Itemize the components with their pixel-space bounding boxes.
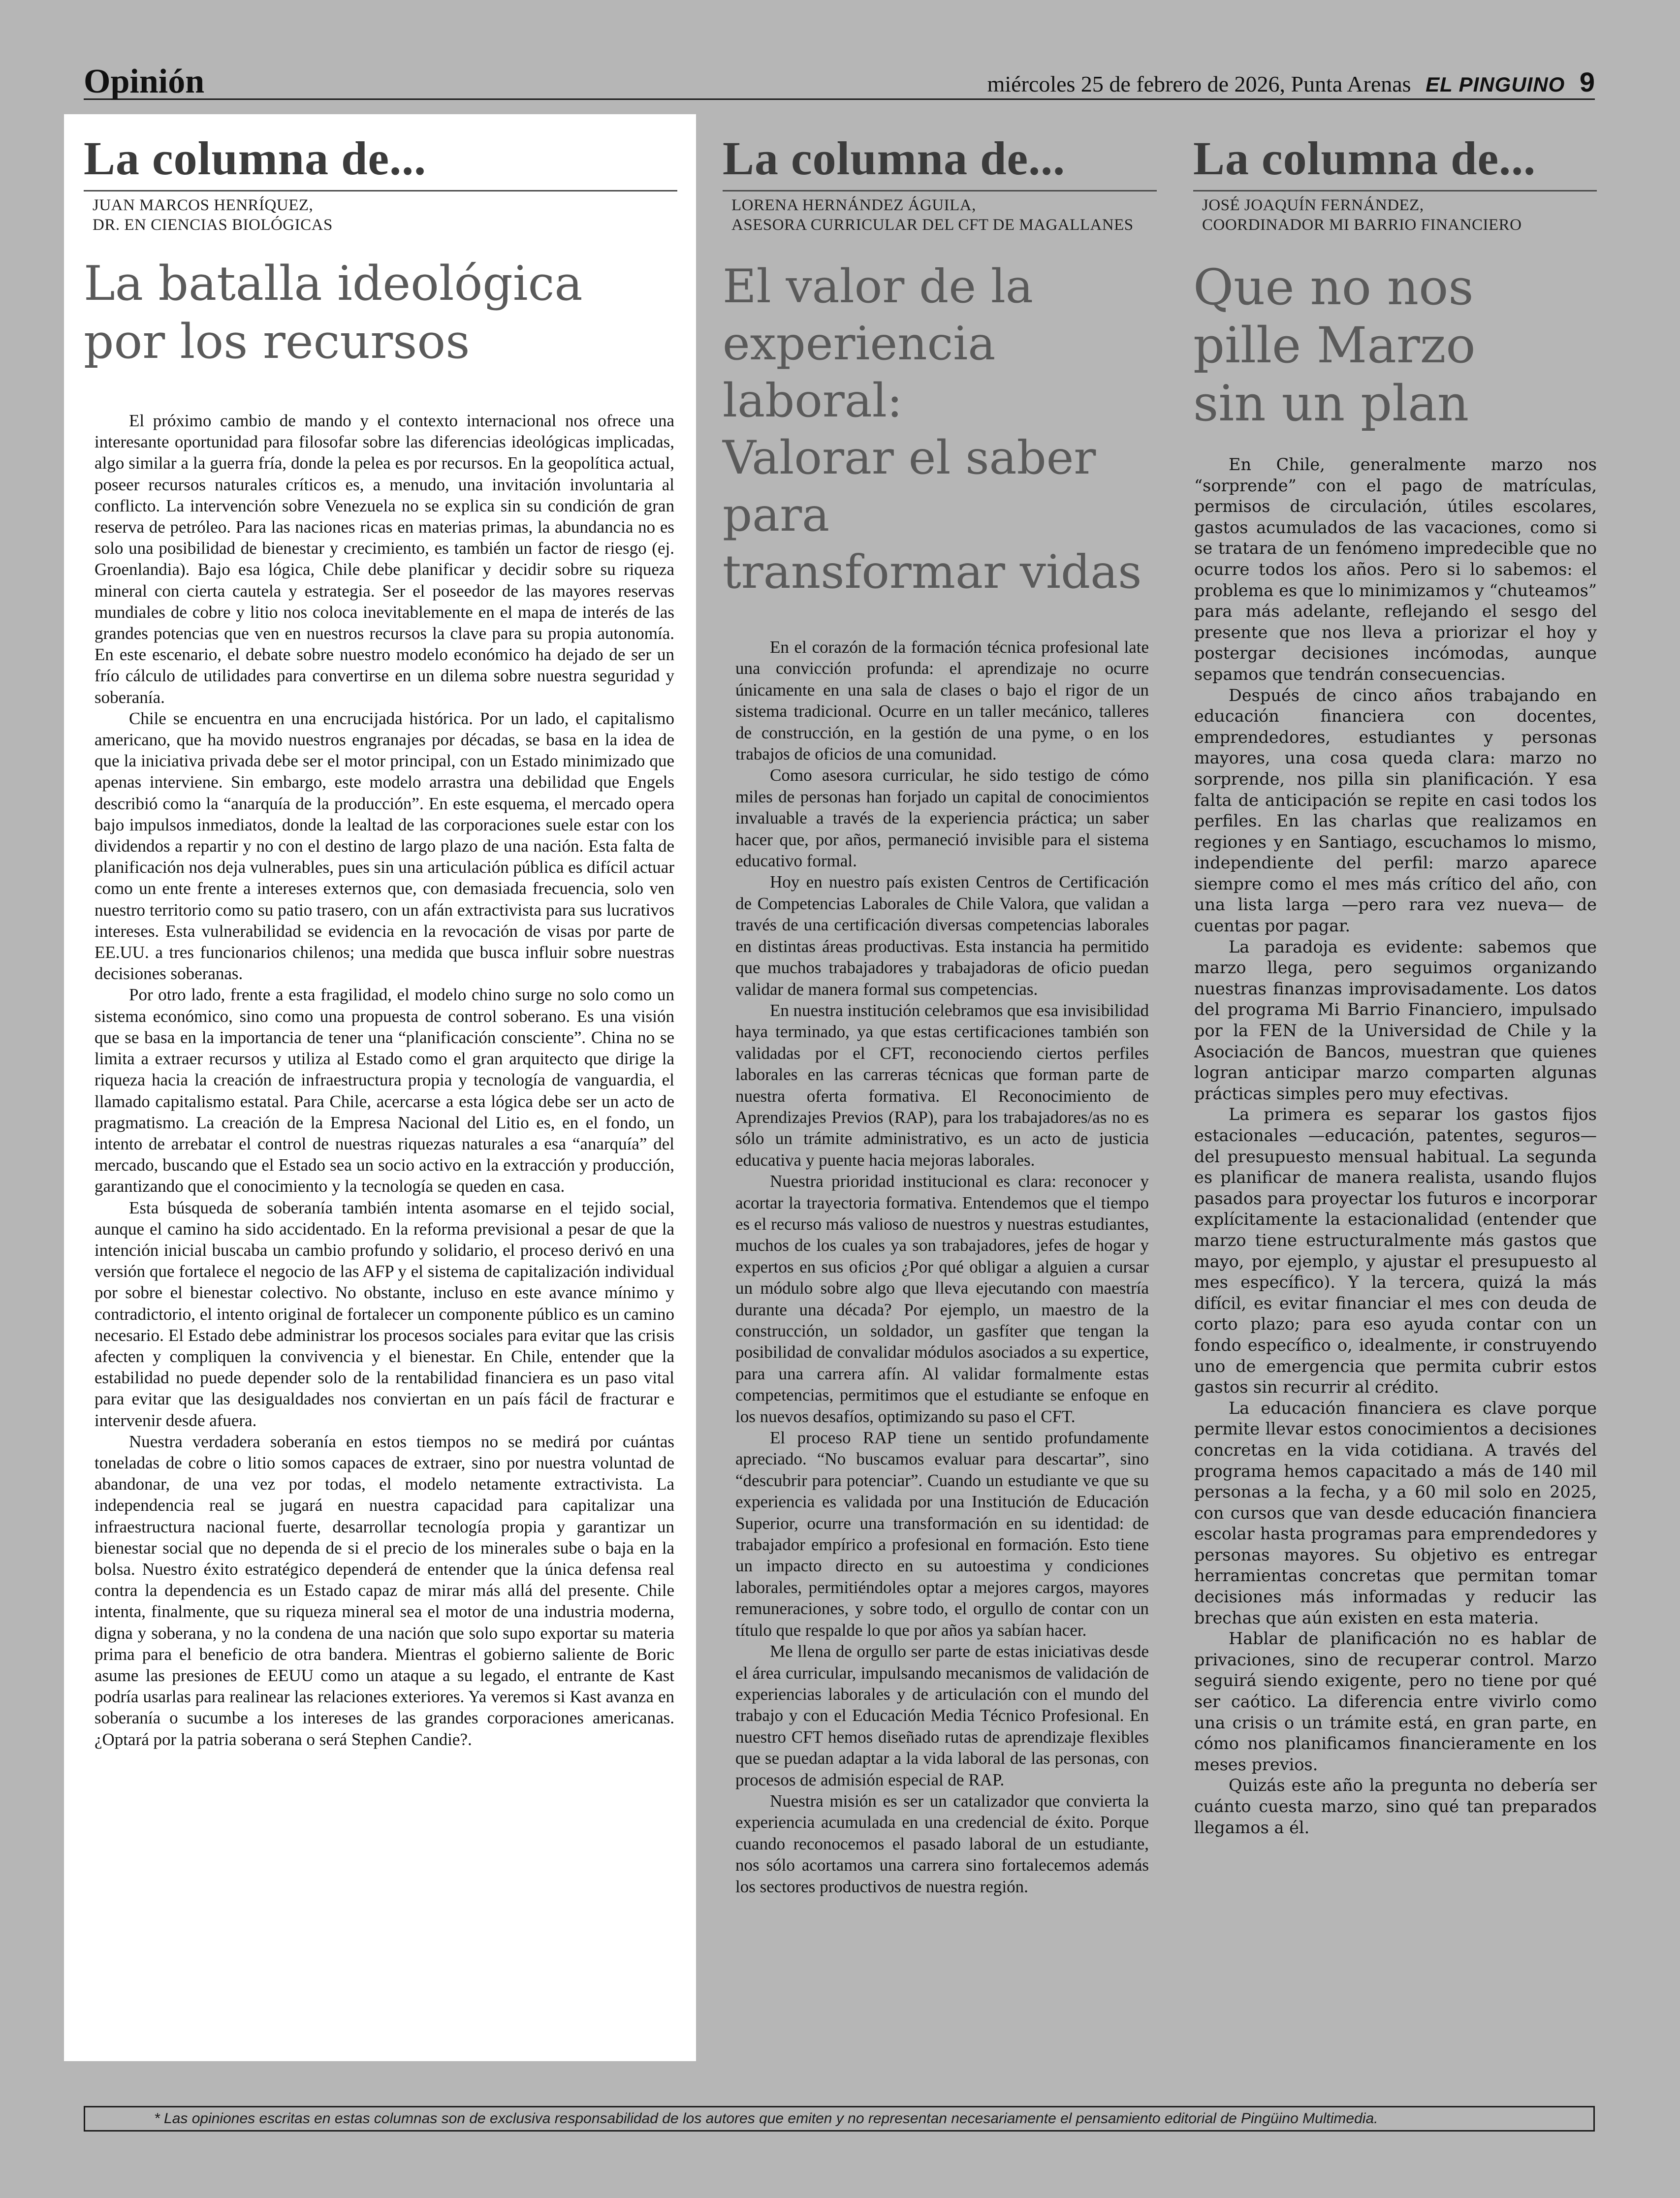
date-and-brand [987,66,1595,98]
title-line: La batalla ideológica [84,256,583,311]
column-body [84,410,677,1750]
column-title [84,255,677,371]
author-role: COORDINADOR MI BARRIO FINANCIERO [1202,216,1522,234]
opinion-column-3 [1193,114,1597,1838]
author-name: JOSÉ JOAQUÍN FERNÁNDEZ, [1202,196,1424,214]
body-paragraph: Me llena de orgullo ser parte de estas iniciativas desde el área curricular, impulsando mecanismos de validación de experiencias laborales y de articulación con el mundo del trabajo y con el Educación Media Técnico Profesional. En nuestro CFT hemos diseñado rutas de aprendizaje flexibles que se puedan adaptar a la vida laboral de las personas, con procesos de admisión especial de RAP. [735,1642,1149,1789]
opinion-column-1 [64,114,696,2061]
body-paragraph: En el corazón de la formación técnica profesional late una convicción profunda: el aprendizaje no ocurre únicamente en una sala de clases o bajo el rigor de un sistema tradicional. Ocurre en un taller mecánico, talleres de construcción, en la gestión de una pyme, o en los trabajos de oficios de una comunidad. [735,637,1149,764]
title-line: por los recursos [84,314,470,369]
body-paragraph: Hoy en nuestro país existen Centros de Certificación de Competencias Laborales de Chile Valora, que validan a través de una certificación diversas competencias laborales en distintas áreas productivas. Esta instancia ha permitido que muchos trabajadores y trabajadoras de oficio puedan validar de manera formal sus competencias. [735,872,1149,999]
column-author [84,190,677,235]
publication-date: miércoles 25 de febrero de 2026, Punta Arenas [987,71,1411,96]
author-name: LORENA HERNÁNDEZ ÁGUILA, [731,196,976,214]
title-line: sin un plan [1193,375,1469,432]
body-paragraph: Chile se encuentra en una encrucijada histórica. Por un lado, el capitalismo americano, que ha movido nuestros engranajes por décadas, se basa en la idea de que la iniciativa privada debe ser el motor principal, con un Estado minimizado que apenas interviene. Sin embargo, este modelo arrastra una debilidad que Engels describió como la “anarquía de la producción”. En este esquema, el mercado opera bajo impulsos inmediatos, donde la lealtad de las corporaciones suele estar con los dividendos a repartir y no con el destino de largo plazo de una nación. Esta falta de planificación nos deja vulnerables, pues sin una articulación pública es difícil actuar como un ente frente a intereses externos que, con demasiada frecuencia, solo ven nuestro territorio como su patio trasero, con un afán extractivista para sus lucrativos intereses. Esta vulnerabilidad se evidencia en la revocación de visas por parte de EE.UU. a tres funcionarios chilenos; una medida que busca influir sobre nuestras decisiones soberanas. [95,708,674,984]
body-paragraph: Como asesora curricular, he sido testigo de cómo miles de personas han forjado un capital de conocimientos invaluable a través de la experiencia práctica; un saber hacer que, por años, permaneció invisible para el sistema educativo formal. [735,765,1149,871]
body-paragraph: Después de cinco años trabajando en educación financiera con docentes, emprendedores, estudiantes y personas mayores, una cosa queda clara: marzo no sorprende, nos pilla sin planificación. Y esa falta de anticipación se repite en casi todos los perfiles. En las charlas que realizamos en regiones y en Santiago, escuchamos lo mismo, independiente del perfil: marzo aparece siempre como el mes más crítico del año, con una lista larga —pero rara vez nueva— de cuentas por pagar. [1194,685,1597,936]
body-paragraph: La educación financiera es clave porque permite llevar estos conocimientos a decisiones concretas en la vida cotidiana. A través del programa hemos capacitado a más de 140 mil personas a la fecha, y a 60 mil solo en 2025, con cursos que van desde educación financiera escolar hasta programas para emprendedores y personas mayores. Su objetivo es entregar herramientas concretas que permitan tomar decisiones más informadas y reducir las brechas que aún existen en esta materia. [1194,1398,1597,1627]
column-kicker: La columna de... [723,132,1066,185]
body-paragraph: En nuestra institución celebramos que esa invisibilidad haya terminado, ya que estas certificaciones también son validadas por el CFT, reconociendo ciertos perfiles laborales en las carreras técnicas que forman parte de nuestra oferta formativa. El Reconocimiento de Aprendizajes Previos (RAP), para los trabajadores/as no es sólo un trámite administrativo, es un acto de justicia educativa y puente hacia mejoras laborales. [735,1000,1149,1170]
author-role: ASESORA CURRICULAR DEL CFT DE MAGALLANES [731,216,1134,234]
body-paragraph: La primera es separar los gastos fijos estacionales —educación, patentes, seguros— del presupuesto mensual habitual. La segunda es planificar de manera realista, usando flujos pasados para proyectar los futuros e incorporar explícitamente la estacionalidad (entender que marzo tiene estructuralmente más gastos que mayo, por ejemplo, y ajustar el presupuesto al mes específico). Y la tercera, quizá la más difícil, es evitar financiar el mes con deuda de corto plazo; para eso ayuda contar con un fondo específico o, idealmente, ir construyendo uno de emergencia que permita cubrir estos gastos sin recurrir al crédito. [1194,1105,1597,1397]
section-name: Opinión [84,63,205,100]
body-paragraph: Hablar de planificación no es hablar de privaciones, sino de recuperar control. Marzo seguirá siendo exigente, pero no tiene por qué ser caótico. La diferencia entre vivirlo como una crisis o un trámite está, en gran parte, en cómo nos planificamos financieramente en los meses previos. [1194,1629,1597,1774]
body-paragraph: En Chile, generalmente marzo nos “sorprende” con el pago de matrículas, permisos de circulación, útiles escolares, gastos acumulados de las vacaciones, como si se tratara de un fenómeno impredecible que no ocurre todos los años. Pero si lo sabemos: el problema es que lo minimizamos y “chuteamos” para más adelante, reflejando el sesgo del presente que nos lleva a priorizar el hoy y postergar decisiones incómodas, aunque sepamos que tendrán consecuencias. [1194,455,1597,684]
title-line: experiencia laboral: [723,317,996,428]
title-line: El valor de la [723,260,1033,314]
newspaper-brand: EL PINGUINO [1426,73,1565,96]
column-author [1193,190,1597,235]
body-paragraph: La paradoja es evidente: sabemos que marzo llega, pero seguimos organizando nuestras finanzas improvisadamente. Los datos del programa Mi Barrio Financiero, impulsado por la FEN de la Universidad de Chile y la Asociación de Bancos, muestran que quienes logran anticipar marzo comparten algunas prácticas simples pero muy efectivas. [1194,937,1597,1103]
column-kicker: La columna de... [1193,132,1536,185]
editorial-disclaimer: * Las opiniones escritas en estas columnas son de exclusiva responsabilidad de los autores que emiten y no representan necesariamente el pensamiento editorial de Pingüino Multimedia. [84,2106,1595,2132]
title-line: pille Marzo [1193,317,1476,374]
body-paragraph: Nuestra prioridad institucional es clara: reconocer y acortar la trayectoria formativa. Entendemos que el tiempo es el recurso más valioso de nuestros y nuestras estudiantes, muchos de los cuales ya son trabajadores, jefes de hogar y expertos en sus oficios ¿Por qué obligar a alguien a cursar un módulo sobre algo que lleva ejecutando con maestría durante una década? Por ejemplo, un maestro de la construcción, un soldador, un gasfíter que tengan la posibilidad de convalidar módulos asociados a su expertice, para una carrera afín. Al validar formalmente estas competencias, permitimos que el estudiante se enfoque en los nuevos desafíos, optimizando su paso el CFT. [735,1172,1149,1426]
opinion-column-2 [723,114,1157,1897]
page-number: 9 [1579,66,1595,97]
body-paragraph: El proceso RAP tiene un sentido profundamente apreciado. “No buscamos evaluar para descartar”, sino “descubrir para potenciar”. Cuando un estudiante ve que su experiencia es validada por una Institución de Educación Superior, ocurre una transformación en su identidad: de trabajador empírico a profesional en formación. Esto tiene un impacto directo en su autoestima y condiciones laborales, permitiéndoles optar a mejores cargos, mayores remuneraciones, y sobre todo, el orgullo de contar con un título que respalde lo que por años ya sabían hacer. [735,1428,1149,1640]
column-title [1193,258,1597,433]
body-paragraph: Nuestra verdadera soberanía en estos tiempos no se medirá por cuántas toneladas de cobre o litio somos capaces de extraer, sino por nuestra voluntad de abandonar, de una vez por todas, el modelo netamente extractivista. La independencia real se jugará en nuestra capacidad para capitalizar una infraestructura nacional fuerte, desarrollar tecnología propia y garantizar un bienestar social que no dependa de si el precio de los minerales sube o baja en la bolsa. Nuestro éxito estratégico dependerá de entender que la única defensa real contra la dependencia es un Estado capaz de mirar más allá del presente. Chile intenta, finalmente, que su riqueza mineral sea el motor de una industria moderna, digna y soberana, y no la condena de una nación que solo supo exportar su materia prima para el beneficio de otra bandera. Mientras el gobierno saliente de Boric asume las presiones de EEUU como un ataque a su legado, el entrante de Kast podría usarlas para realinear las relaciones exteriores. Ya veremos si Kast avanza en soberanía o sucumbe a los intereses de las grandes corporaciones americanas. ¿Optará por la patria soberana o será Stephen Candie?. [95,1432,674,1749]
body-paragraph: El próximo cambio de mando y el contexto internacional nos ofrece una interesante oportunidad para filosofar sobre las diferencias ideológicas implicadas, algo similar a la guerra fría, donde la pelea es por recursos. En la geopolítica actual, poseer recursos naturales críticos es, a menudo, una invitación involuntaria al conflicto. La intervención sobre Venezuela no se explica sin su condición de gran reserva de petróleo. Para las naciones ricas en materias primas, la abundancia no es solo una posibilidad de bienestar y crecimiento, es también un factor de riesgo (ej. Groenlandia). Bajo esa lógica, Chile debe planificar y decidir sobre su riqueza mineral con cierta cautela y estrategia. Ser el poseedor de las mayores reservas mundiales de cobre y litio nos coloca inevitablemente en el mapa de interés de las grandes potencias que ven en nuestros recursos la clave para su propia autonomía. En este escenario, el debate sobre nuestro modelo económico ha dejado de ser un frío cálculo de utilidades para convertirse en un dilema sobre nuestra seguridad y soberanía. [95,411,674,707]
column-kicker: La columna de... [84,132,427,185]
column-body [1193,454,1597,1838]
title-line: Que no nos [1193,258,1474,316]
column-body [723,637,1157,1897]
body-paragraph: Nuestra misión es ser un catalizador que convierta la experiencia acumulada en una credencial de éxito. Porque cuando reconocemos el pasado laboral de un estudiante, nos sólo acortamos una carrera sino fortalecemos además los sectores productivos de nuestra región. [735,1791,1149,1896]
title-line: transformar vidas [723,545,1142,599]
author-name: JUAN MARCOS HENRÍQUEZ, [93,196,314,214]
column-title [723,258,1157,601]
author-role: DR. EN CIENCIAS BIOLÓGICAS [93,216,333,234]
body-paragraph: Por otro lado, frente a esta fragilidad, el modelo chino surge no solo como un sistema económico, sino como una propuesta de control soberano. Es una visión que se basa en la importancia de tener una “planificación consciente”. China no se limita a extraer recursos y utiliza al Estado como el gran arquitecto que dirige la riqueza hacia la creación de infraestructura propia y tecnología de vanguardia, el llamado capitalismo estatal. Para Chile, acercarse a esta lógica debe ser un acto de pragmatismo. La creación de la Empresa Nacional del Litio es, en el fondo, un intento de arrebatar el control de nuestras riquezas naturales a esa “anarquía” del mercado, buscando que el Estado sea un socio activo en la extracción y producción, garantizando que el conocimiento y la tecnología se queden en casa. [95,985,674,1196]
column-author [723,190,1157,235]
page-masthead [84,59,1595,100]
body-paragraph: Esta búsqueda de soberanía también intenta asomarse en el tejido social, aunque el camino ha sido accidentado. En la reforma previsional a pesar de que la intención inicial buscaba un cambio profundo y solidario, el proceso derivó en una versión que fortalece el negocio de las AFP y el sistema de capitalización individual por sobre el bienestar colectivo. No obstante, incluso en este avance mínimo y contradictorio, el intento original de fortalecer un componente público es un camino necesario. El Estado debe administrar los procesos sociales para evitar que las crisis afecten y compliquen la convivencia y el bienestar. En Chile, entender que la estabilidad no puede depender solo de la rentabilidad financiera es un paso vital para evitar que las desigualdades nos conviertan en un país fácil de fracturar e intervenir desde afuera. [95,1198,674,1430]
body-paragraph: Quizás este año la pregunta no debería ser cuánto cuesta marzo, sino qué tan preparados llegamos a él. [1194,1776,1597,1837]
title-line: Valorar el saber para [723,431,1096,542]
